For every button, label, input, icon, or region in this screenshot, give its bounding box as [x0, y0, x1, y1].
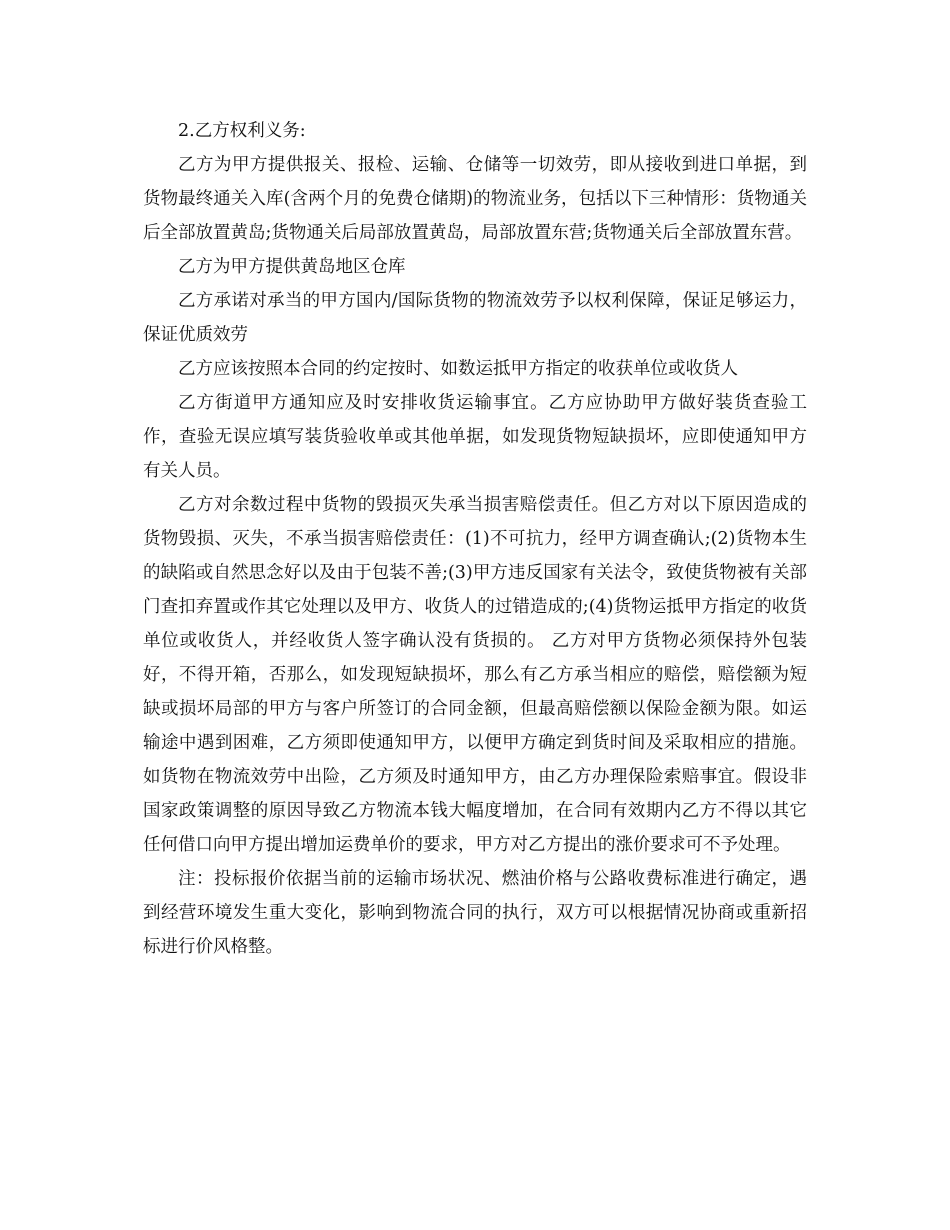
- paragraph-guarantee: 乙方承诺对承当的甲方国内/国际货物的物流效劳予以权利保障，保证足够运力，保证优质效劳: [143, 291, 807, 345]
- document-body: [143, 114, 807, 964]
- paragraph-inspection: 乙方街道甲方通知应及时安排收货运输事宜。乙方应协助甲方做好装货查验工作，查验无误应填写装货验收单或其他单据，如发现货物短缺损坏，应即使通知甲方有关人员。: [143, 393, 807, 481]
- paragraph-delivery: 乙方应该按照本合同的约定按时、如数运抵甲方指定的收获单位或收货人: [178, 359, 738, 379]
- paragraph-warehouse: 乙方为甲方提供黄岛地区仓库: [178, 257, 406, 277]
- paragraph-note: 注：投标报价依据当前的运输市场状况、燃油价格与公路收费标准进行确定，遇到经营环境发生重大变化，影响到物流合同的执行，双方可以根据情况协商或重新招标进行价风格整。: [143, 869, 807, 957]
- paragraph-liability: 乙方对余数过程中货物的毁损灭失承当损害赔偿责任。但乙方对以下原因造成的货物毁损、灭失，不承当损害赔偿责任：(1)不可抗力，经甲方调查确认;(2)货物本生的缺陷或自然思念好以及由于包装不善;(3)甲方违反国家有关法令，致使货物被有关部门查扣弃置或作其它处理以及甲方、收货人的过错造成的;(4)货物运抵甲方指定的收货单位或收货人，并经收货人签字确认没有货损的。 乙方对甲方货物必须保持外包装好，不得开箱，否那么，如发现短缺损坏，那么有乙方承当相应的赔偿，赔偿额为短缺或损坏局部的甲方与客户所签订的合同金额，但最高赔偿额以保险金额为限。如运输途中遇到困难，乙方须即使通知甲方，以便甲方确定到货时间及采取相应的措施。如货物在物流效劳中出险，乙方须及时通知甲方，由乙方办理保险索赔事宜。假设非国家政策调整的原因导致乙方物流本钱大幅度增加，在合同有效期内乙方不得以其它任何借口向甲方提出增加运费单价的要求，甲方对乙方提出的涨价要求可不予处理。: [143, 495, 807, 855]
- paragraph-services: 乙方为甲方提供报关、报检、运输、仓储等一切效劳，即从接收到进口单据，到货物最终通关入库(含两个月的免费仓储期)的物流业务，包括以下三种情形：货物通关后全部放置黄岛;货物通关后局部放置黄岛，局部放置东营;货物通关后全部放置东营。: [143, 155, 807, 243]
- section-heading: 2.乙方权利义务:: [178, 121, 306, 141]
